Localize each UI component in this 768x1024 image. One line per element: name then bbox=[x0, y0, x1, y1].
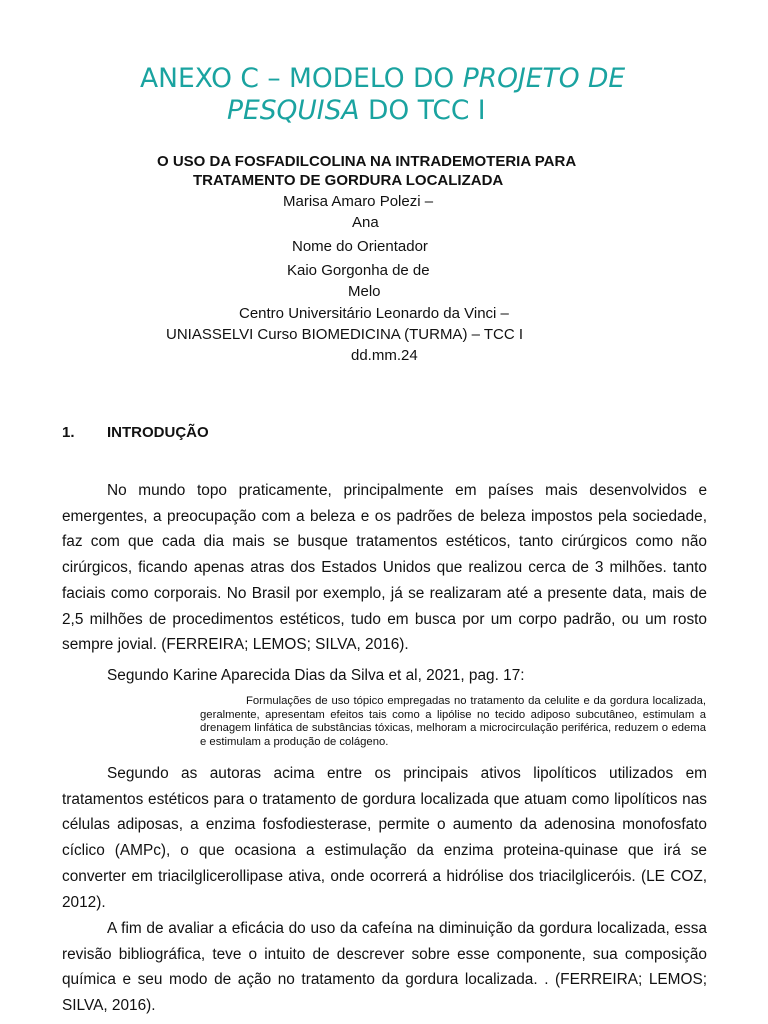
paragraph-4: A fim de avaliar a eficácia do uso da cafeína na diminuição da gordura localizada, essa revisão bibliográfica, teve o intuito de descrever sobre esse componente, sua composição química e seu modo de ação no tratamento da gordura localizada. . (FERREIRA; LEMOS; SILVA, 2016). bbox=[62, 920, 707, 1015]
author-line-1: Marisa Amaro Polezi – bbox=[283, 193, 434, 210]
date: dd.mm.24 bbox=[351, 347, 418, 364]
advisor-line-1: Kaio Gorgonha de de bbox=[287, 262, 430, 279]
paragraph-1: No mundo topo praticamente, principalmente em países mais desenvolvidos e emergentes, a preocupação com a beleza e os padrões de beleza impostos pela sociedade, faz com que cada dia mais se busque tratamentos estéticos, tanto cirúrgicos como não cirúrgicos, ficando apenas atras dos Estados Unidos que realizou cerca de 3 milhões. tanto faciais como corporais. No Brasil por exemplo, já se realizaram até a presente data, mais de 2,5 milhões de procedimentos estéticos, tudo em busca por um corpo padrão, ou um rosto sempre jovial. (FERREIRA; LEMOS; SILVA, 2016). bbox=[62, 482, 707, 654]
advisor-label: Nome do Orientador bbox=[292, 238, 428, 255]
advisor-line-2: Melo bbox=[348, 283, 381, 300]
annex-title-line-1 bbox=[140, 64, 625, 94]
block-quote: Formulações de uso tópico empregadas no tratamento da celulite e da gordura localizada, geralmente, apresentam efeitos tais como a lipólise no tecido adiposo subcutâneo, estimulam a drenagem linfática de substâncias tóxicas, melhoram a microcirculação periférica, reduzem o edema e estimulam a produção de colágeno. bbox=[200, 695, 706, 748]
section-number: 1. bbox=[62, 424, 75, 441]
section-heading bbox=[62, 424, 209, 442]
annex-title-suffix: DO TCC I bbox=[359, 95, 486, 126]
institution-line-2: UNIASSELVI Curso BIOMEDICINA (TURMA) – TCC I bbox=[166, 326, 524, 343]
section-title: INTRODUÇÃO bbox=[107, 424, 209, 441]
annex-title-prefix: ANEXO C – MODELO DO bbox=[140, 63, 463, 94]
annex-title-line-2 bbox=[227, 96, 486, 126]
paragraph-2: Segundo Karine Aparecida Dias da Silva et al, 2021, pag. 17: bbox=[107, 667, 525, 684]
work-title-line-2: TRATAMENTO DE GORDURA LOCALIZADA bbox=[193, 172, 504, 189]
annex-title-italic-1: PROJETO DE bbox=[462, 63, 626, 94]
work-title-line-1: O USO DA FOSFADILCOLINA NA INTRADEMOTERIA PARA bbox=[157, 153, 577, 170]
paragraph-3: Segundo as autoras acima entre os principais ativos lipolíticos utilizados em tratamentos estéticos para o tratamento de gordura localizada que atuam como lipolíticos nas células adiposas, a enzima fosfodiesterase, permite o aumento da adenosina monofosfato cíclico (AMPc), o que ocasiona a estimulação da enzima proteina-quinase que irá se converter em triacilglicerollipase ativa, onde ocorrerá a hidrólise dos triacilgliceróis. (LE COZ, 2012). bbox=[62, 765, 707, 911]
annex-title-italic-2: PESQUISA bbox=[227, 95, 360, 126]
institution-line-1: Centro Universitário Leonardo da Vinci – bbox=[239, 305, 509, 322]
author-line-2: Ana bbox=[352, 214, 379, 231]
